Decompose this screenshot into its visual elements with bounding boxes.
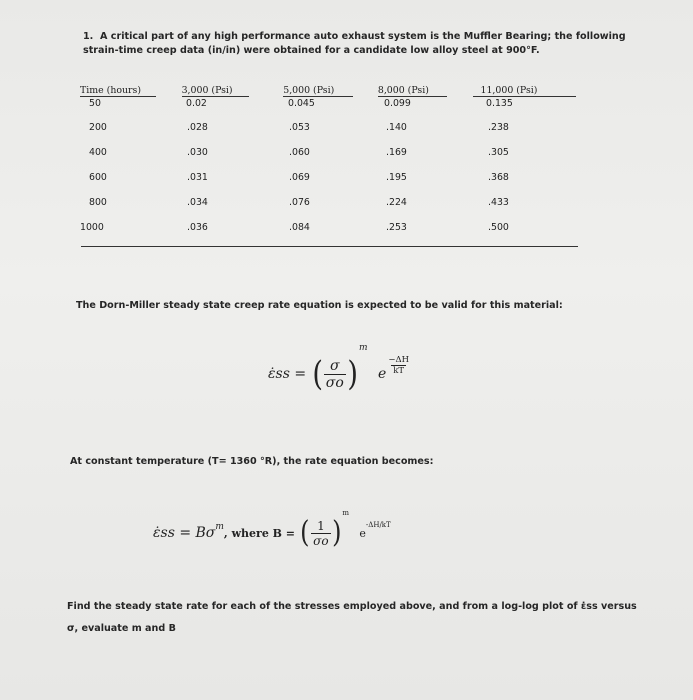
eq1-e: e [378, 366, 387, 382]
cell-5000: .053 [289, 122, 310, 133]
cell-11000: .500 [488, 222, 509, 233]
problem-number: 1. [83, 31, 94, 42]
eq1-exp-num: −ΔH [388, 355, 410, 365]
table-row [80, 97, 576, 121]
cell-8000: .195 [386, 172, 407, 183]
cell-3000: .030 [187, 147, 208, 158]
cell-8000: .253 [386, 222, 407, 233]
eq2-num: 1 [317, 518, 325, 533]
eq1-exp-fraction [386, 355, 411, 376]
left-paren: ( [311, 354, 323, 394]
creep-data-table [80, 84, 576, 246]
header-8000: 8,000 (Psi) [378, 84, 448, 97]
cell-3000: .036 [187, 222, 208, 233]
eq1-den: σo [325, 374, 344, 391]
cell-11000: 0.135 [486, 98, 513, 109]
cell-time: 50 [89, 98, 101, 109]
problem-text: A critical part of any high performance auto exhaust system is the Muffler Bearing; the following strain-time creep data (in/in) were obtained for a candidate low alloy steel at 900°F. [83, 31, 626, 56]
cell-3000: .031 [187, 172, 208, 183]
cell-time: 1000 [80, 222, 104, 233]
cell-5000: .069 [289, 172, 310, 183]
rate-equation [153, 509, 391, 550]
eq1-lhs: ε̇ss = [268, 366, 307, 382]
eq1-fraction [324, 358, 346, 391]
eq2-fraction [311, 519, 330, 548]
eq2-e: e [359, 527, 366, 540]
cell-8000: .169 [386, 147, 407, 158]
eq2-exp: -ΔH/kT [365, 521, 391, 529]
table-row [80, 121, 576, 146]
header-3000: 3,000 (Psi) [182, 84, 250, 97]
eq2-m: m [215, 522, 224, 532]
cell-8000: .140 [386, 122, 407, 133]
left-paren: ( [300, 515, 310, 550]
cell-5000: .060 [289, 147, 310, 158]
eq1-exp-den: kT [393, 366, 405, 376]
task-instruction: Find the steady state rate for each of the stresses employed above, and from a log-log plot of ε̇ss versus σ, evaluate m and B [67, 601, 637, 634]
right-paren: ) [331, 515, 342, 550]
cell-11000: .238 [488, 122, 509, 133]
header-time: Time (hours) [80, 84, 156, 97]
cell-time: 400 [89, 147, 107, 158]
table-row [80, 146, 576, 171]
dorn-miller-equation [268, 343, 411, 394]
cell-11000: .305 [488, 147, 509, 158]
cell-5000: .076 [289, 197, 310, 208]
table-bottom-rule [81, 246, 578, 247]
eq2-lhs: ε̇ss = Bσ [153, 525, 216, 541]
cell-8000: 0.099 [384, 98, 411, 109]
cell-3000: 0.02 [186, 98, 207, 109]
table-header-row [80, 84, 576, 97]
cell-time: 600 [89, 172, 107, 183]
table-row [80, 221, 576, 246]
eq2-den: σo [313, 533, 329, 548]
header-5000: 5,000 (Psi) [283, 84, 353, 97]
header-11000: 11,000 (Psi) [473, 84, 576, 97]
cell-time: 800 [89, 197, 107, 208]
eq1-num: σ [330, 357, 340, 374]
cell-time: 200 [89, 122, 107, 133]
right-paren: ) [347, 354, 358, 394]
eq2-m2: m [342, 509, 349, 517]
constant-temp-intro: At constant temperature (T= 1360 °R), the rate equation becomes: [70, 456, 434, 467]
cell-3000: .034 [187, 197, 208, 208]
table-row [80, 171, 576, 196]
cell-5000: .084 [289, 222, 310, 233]
problem-statement [83, 30, 643, 58]
eq1-exponent-m: m [359, 343, 368, 353]
cell-11000: .433 [488, 197, 509, 208]
cell-3000: .028 [187, 122, 208, 133]
dorn-miller-intro: The Dorn-Miller steady state creep rate equation is expected to be valid for this material: [76, 300, 563, 311]
eq2-where: , where B = [223, 527, 295, 540]
cell-11000: .368 [488, 172, 509, 183]
cell-8000: .224 [386, 197, 407, 208]
table-row [80, 196, 576, 221]
cell-5000: 0.045 [288, 98, 315, 109]
